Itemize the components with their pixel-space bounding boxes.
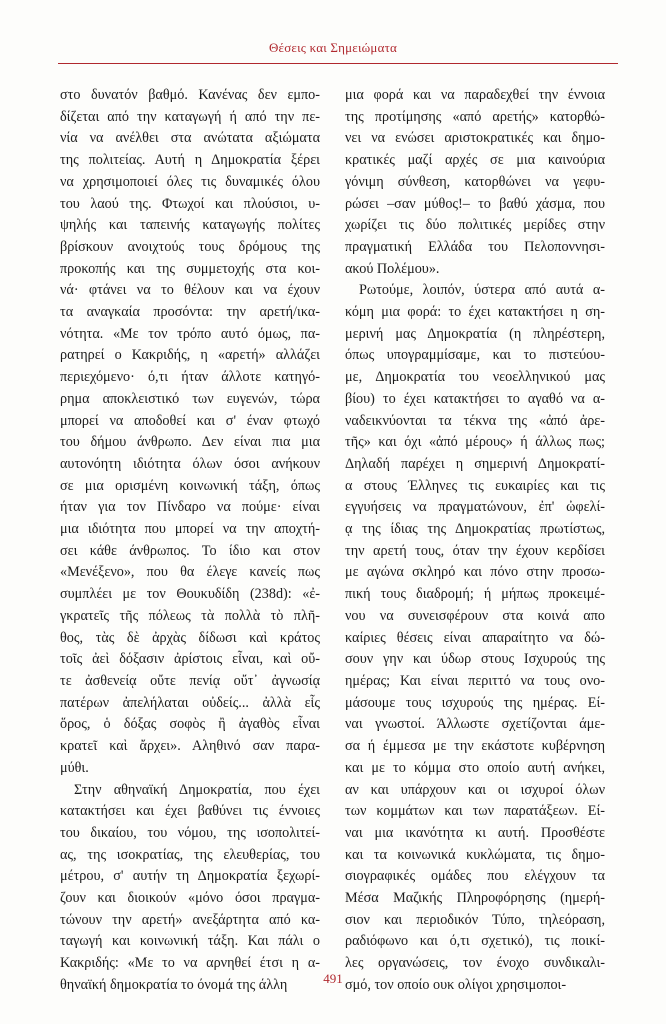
text-line: και με το κόμμα στο οποίο αυτή ανήκει, — [345, 759, 605, 776]
text-line: ναι γνωστοί. Άλλωστε σχετίζονται άμε- — [345, 716, 605, 733]
text-line: ρημα αποκλειστικό των ευγενών, τώρα — [60, 390, 320, 407]
text-line: μύθι. — [60, 759, 89, 776]
text-line: Δηλαδή παρέχει η σημερινή Δημοκρατί- — [345, 455, 605, 472]
left-text-column — [60, 85, 320, 997]
text-line: με, Δημοκρατία του νεοελληνικού μας — [345, 369, 605, 386]
text-line: του δήμου άνθρωπο. Δεν είναι πια μια — [60, 434, 320, 451]
text-line: του δικαίου, του νόμου, της ισοπολιτεί- — [60, 824, 320, 841]
text-line: βίου) το έχει κατακτήσει το αγαθό να α- — [345, 390, 605, 407]
text-line: λες οργανώσεις, τον ένοχο συνδικαλι- — [345, 955, 605, 972]
text-line: καίριες θέσεις είναι απαραίτητο να δώ- — [345, 629, 605, 646]
text-line: νά· φτάνει να το θέλουν και να έχουν — [60, 282, 320, 299]
text-line: ταγωγή και κοινωνική τάξη. Και πάλι ο — [60, 933, 320, 950]
text-line: κόμη μια φορά: το έχει κατακτήσει η ση- — [345, 304, 605, 321]
text-line: να χρησιμοποιεί όλες τις δυναμικές όλου — [60, 173, 320, 190]
text-line: νου να συνεισφέρουν στα κοινά απο — [345, 607, 605, 624]
text-line: τοῖς ἀεὶ δόξασιν ἀρίστοις εἶναι, καὶ οὔ- — [60, 651, 320, 668]
text-line: ζουν και διοικούν «μόνο όσοι πραγμα- — [60, 890, 320, 907]
text-line: των κομμάτων και των παρατάξεων. Εί- — [345, 803, 605, 820]
text-line: πική τους διαδρομή; ή μήπως προκειμέ- — [345, 586, 605, 603]
text-line: της προτίμησης «από αρετής» κατορθώ- — [345, 108, 605, 125]
text-line: μπορεί να αποδοθεί και σ' έναν φτωχό — [60, 412, 320, 429]
text-line: ναδεικνύονται τα τέκνα της «ἀπό ἀρε- — [345, 412, 605, 429]
text-line: γκρατεῖς τῆς πόλεως τὰ πολλὰ τὸ πλῆ- — [60, 607, 320, 624]
text-line: με αγώνα σκληρό και πόνο στην προσω- — [345, 564, 605, 581]
text-line: πραγματική Ελλάδα του Πελοποννησι- — [345, 238, 605, 255]
text-line: του λαού της. Φτωχοί και πλούσιοι, υ- — [60, 195, 320, 212]
text-line: Ρωτούμε, λοιπόν, ύστερα από αυτά α- — [359, 282, 605, 299]
text-line: ημέρας; Και είναι περιττό να τους ονο- — [345, 672, 605, 689]
text-line: προκοπής και της συμμετοχής στα κοι- — [60, 260, 320, 277]
text-line: σουν γην και ύδωρ στους Ισχυρούς της — [345, 651, 605, 668]
text-line: ρατηρεί ο Κακριδής, η «αρετή» αλλάζει — [60, 347, 320, 364]
page-number: 491 — [323, 971, 343, 986]
text-line: κατακτήσει και έχει βαθύνει τις έννοιες — [60, 803, 320, 820]
text-line: τῆς» και όχι «ἀπό μέρους» ή άλλως πως; — [345, 434, 605, 451]
text-line: εγγυήσεις να πραγματώνουν, ἐπ' ὠφελί- — [345, 499, 605, 516]
text-line: την αρετή τους, όταν την έχουν κερδίσει — [345, 542, 605, 559]
right-text-column — [345, 85, 605, 997]
text-line: περιεχόμενο· ό,τι ήταν άλλοτε κατηγό- — [60, 369, 320, 386]
text-line: θηναϊκή δημοκρατία το όνομά της άλλη — [60, 976, 288, 993]
text-line: Κακριδής: «Με το να αρνηθεί έτσι η α- — [60, 955, 320, 972]
text-line: γόνιμη σύνθεση, κατορθώνει να γεφυ- — [345, 173, 605, 190]
text-line: στο δυνατόν βαθμό. Κανένας δεν εμπο- — [60, 87, 320, 103]
text-line: κρατεῖ καὶ ἄρχει». Αληθινό σαν παρα- — [60, 738, 320, 755]
text-line: της πολιτείας. Αυτή η Δημοκρατία ξέρει — [60, 152, 320, 169]
text-line: τώνουν την αρετή» ανεξάρτητα από κα- — [60, 911, 320, 928]
text-line: μερινή μας Δημοκρατία (η πληρέστερη, — [345, 325, 605, 342]
text-line: α στους Έλληνες τις ευκαιρίες και τις — [345, 477, 605, 494]
text-line: χωρίζει τις δύο πολιτικές μερίδες στην — [345, 217, 605, 234]
text-line: βρίσκουν ανοιχτούς τους δρόμους της — [60, 238, 320, 255]
text-line: σμό, τον οποίο ουκ ολίγοι χρησιμοποι- — [345, 976, 567, 993]
text-line: ᾳ της ίδιας της Δημοκρατίας πρωτίστως, — [345, 521, 605, 538]
running-head: Θέσεις και Σημειώματα — [268, 40, 398, 55]
text-line: σιον και περιοδικόν Τύπο, τηλεόραση, — [345, 911, 605, 928]
text-line: συμπλέει με τον Θουκυδίδη (238d): «ἐ- — [60, 586, 320, 603]
text-line: ψηλής και ταπεινής καταγωγής πολίτες — [60, 217, 320, 234]
text-line: πατέρων ἀπελήλαται οὐδείς... ἀλλὰ εἷς — [60, 694, 320, 711]
text-line: δίζεται από την καταγωγή ή από την πε- — [60, 108, 320, 125]
text-line: νει να ενώσει αριστοκρατικές και δημο- — [345, 130, 605, 147]
text-line: ναι μια ικανότητα κι αυτή. Προσθέστε — [345, 824, 605, 841]
text-line: κρατικές μαζί αρχές σε μια καινούρια — [345, 152, 605, 169]
text-line: σε μια ορισμένη κοινωνική τάξη, όπως — [60, 477, 320, 494]
text-line: Στην αθηναϊκή Δημοκρατία, που έχει — [74, 781, 320, 798]
text-line: ραδιόφωνο και ό,τι σχετικό), τις ποικί- — [345, 933, 605, 950]
text-line: νία να ανέλθει στα ανώτατα αξιώματα — [60, 130, 320, 147]
text-line: Μέσα Μαζικής Πληροφόρησης (ημερή- — [345, 890, 605, 907]
text-line: και τα κοινωνικά κυκλώματα, τις δημο- — [345, 846, 605, 863]
text-line: τα αναγκαία προσόντα: την αρετή/ικα- — [60, 304, 320, 321]
text-line: μια φορά και να παραδεχθεί την έννοια — [345, 87, 605, 103]
text-line: θος, τὰς δὲ ἀρχὰς δίδωσι καὶ κράτος — [60, 629, 320, 646]
text-line: τε ἀσθενείᾳ οὔτε πενίᾳ οὔτ᾽ ἀγνωσίᾳ — [60, 672, 320, 689]
text-line: ακού Πολέμου». — [345, 260, 440, 277]
text-line: όπως υπογραμμίσαμε, και το πιστεύου- — [345, 347, 605, 364]
text-line: αν και υπάρχουν και οι ισχυροί όλων — [345, 781, 605, 798]
text-line: ὅρος, ὁ δόξας σοφὸς ἢ ἀγαθὸς εἶναι — [60, 716, 320, 733]
text-line: ρώσει –σαν μύθος!– το βαθύ χάσμα, που — [345, 195, 605, 212]
text-line: μάσουμε τους ισχυρούς της ημέρας. Εί- — [345, 694, 605, 711]
text-line: σιογραφικές ομάδες που ελέγχουν τα — [345, 868, 605, 885]
text-line: ας, της ισοκρατίας, της ελευθερίας, του — [60, 846, 320, 863]
text-line: αυτονόητη ιδιότητα όλων όσοι ανήκουν — [60, 455, 320, 472]
text-line: «Μενέξενο», που θα έλεγε κανείς πως — [60, 564, 320, 581]
text-line: σει κάθε άνθρωπος. Το ίδιο και στον — [60, 542, 320, 559]
text-line: σα ή έμμεσα με την εκάστοτε κυβέρνηση — [345, 738, 605, 755]
text-line: μέτρου, σ' αυτήν τη Δημοκρατία ξεχωρί- — [60, 868, 320, 885]
text-line: νότητα. «Με τον τρόπο αυτό όμως, πα- — [60, 325, 320, 342]
text-line: μια ιδιότητα που μπορεί να την αποχτή- — [60, 521, 320, 538]
header-rule — [58, 63, 618, 64]
text-line: ήταν για τον Πίνδαρο να πούμε· είναι — [60, 499, 320, 516]
